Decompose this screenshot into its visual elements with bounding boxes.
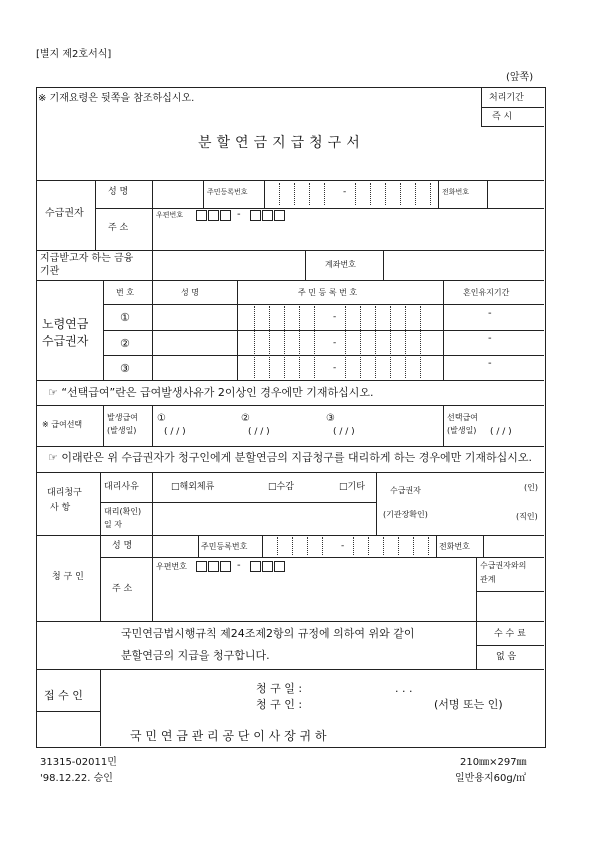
processing-period-value: 즉 시 [492,112,513,122]
proxy-notice: ☞ 이래란은 위 수급권자가 청구인에게 분할연금의 지급청구를 대리하게 하는 경우에만 기재하십시오. [48,451,532,464]
approval-date: '98.12.22. 승인 [40,773,113,784]
claimant-phone-field[interactable] [486,537,542,555]
fee-value: 없 음 [496,652,517,662]
pension-name-header: 성 명 [181,288,199,297]
benefit-option-3[interactable]: ③ [326,413,335,424]
proxy-section-label: 대리청구 [47,488,82,498]
claimant-phone-label: 전화번호 [439,542,470,551]
claimant-ssn-field[interactable] [264,537,434,555]
claimant-postal-label: 우편번호 [156,562,187,571]
declaration-line-2: 분할연금의 지급을 청구합니다. [121,649,270,662]
pension-row-1-no: ① [120,311,130,324]
pension-ssn-header: 주 민 등 록 번 호 [298,288,358,297]
benefit-option-3-date[interactable]: ( / / ) [333,427,355,437]
claimant-name-label: 성 명 [112,541,133,551]
proxy-reason-prison[interactable]: □수감 [268,482,294,492]
pension-row-3-no: ③ [120,362,130,375]
pension-section-label: 노령연금 [42,317,89,331]
receipt-stamp-label: 접 수 인 [44,689,83,702]
form-code: 31315-02011민 [40,757,117,768]
chosen-benefit-label: 선택급여 [447,413,478,422]
recipient-name-label: 성 명 [108,187,129,197]
processing-period-label: 처리기간 [489,93,524,103]
recipient-section-label: 수급권자 [45,208,84,219]
instruction-note: ※ 기재요령은 뒷쪽을 참조하십시오. [38,93,195,104]
bank-label: 지급받고자 하는 금융 [40,253,134,264]
relation-label: 수급권자와의 [480,561,527,570]
signature-field[interactable]: (서명 또는 인) [434,698,503,711]
benefit-option-2-date[interactable]: ( / / ) [248,427,270,437]
paper-spec: 일반용지60g/㎡ [455,773,527,784]
proxy-date-label: 대리(확인) [104,507,142,516]
claimant-section-label: 청 구 인 [52,572,84,582]
recipient-postal-label: 우편번호 [156,211,184,219]
proxy-reason-overseas[interactable]: □해외체류 [171,482,215,492]
declaration-line-1: 국민연금법시행규칙 제24조제2항의 규정에 의하여 위와 같이 [121,627,415,640]
chosen-benefit-date[interactable]: ( / / ) [490,427,512,437]
claimant-address-label: 주 소 [112,584,133,594]
recipient-phone-field[interactable] [490,182,542,204]
receipt-stamp-area[interactable] [38,713,98,744]
addressee: 국 민 연 금 관 리 공 단 이 사 장 귀 하 [130,729,327,743]
pension-row-2-no: ② [120,337,130,350]
proxy-reason-other[interactable]: □기타 [339,482,365,492]
benefit-selection-label: ※ 급여선택 [42,420,83,429]
official-seal[interactable]: (직인) [516,512,538,521]
proxy-confirm-label: 수급권자 [390,486,421,495]
fee-label: 수 수 료 [494,629,526,639]
page-side: (앞쪽) [506,72,534,83]
pension-period-header: 혼인유지기간 [463,288,510,297]
benefit-option-1-date[interactable]: ( / / ) [164,427,186,437]
recipient-seal[interactable]: (인) [524,483,538,492]
benefit-option-2[interactable]: ② [241,413,250,424]
claim-date-field[interactable]: . . . [395,682,413,695]
bank-field[interactable] [156,253,302,277]
recipient-phone-label: 전화번호 [442,188,470,196]
recipient-address-field[interactable] [156,224,540,246]
claimant-address-field[interactable] [156,576,472,616]
claimant-name-field[interactable] [156,537,194,555]
paper-size: 210㎜×297㎜ [460,757,527,768]
form-title: 분할연금지급청구서 [198,135,365,151]
recipient-ssn-label: 주민등록번호 [207,188,248,196]
recipient-ssn-field[interactable] [266,182,436,204]
pension-row-2-period[interactable]: - [488,333,492,344]
account-field[interactable] [386,253,541,277]
proxy-reason-label: 대리사유 [104,482,139,492]
selection-notice: ☞ “선택급여”란은 급여발생사유가 2이상인 경우에만 기재하십시오. [48,386,374,399]
account-label: 계좌번호 [325,260,356,269]
pension-no-header: 번 호 [116,288,134,297]
proxy-date-field[interactable] [156,505,372,531]
pension-row-3-period[interactable]: - [488,358,492,369]
recipient-address-label: 주 소 [108,223,129,233]
claimant-ssn-label: 주민등록번호 [201,542,248,551]
claimant-sign-label: 청 구 인 : [256,698,303,711]
claim-date-label: 청 구 일 : [256,682,303,695]
recipient-name-field[interactable] [156,182,200,204]
form-number: [별지 제2호서식] [36,49,112,60]
benefit-occurrence-label: 발생급여 [107,413,138,422]
relation-field[interactable] [479,594,541,618]
pension-row-1-period[interactable]: - [488,308,492,319]
benefit-option-1[interactable]: ① [157,413,166,424]
